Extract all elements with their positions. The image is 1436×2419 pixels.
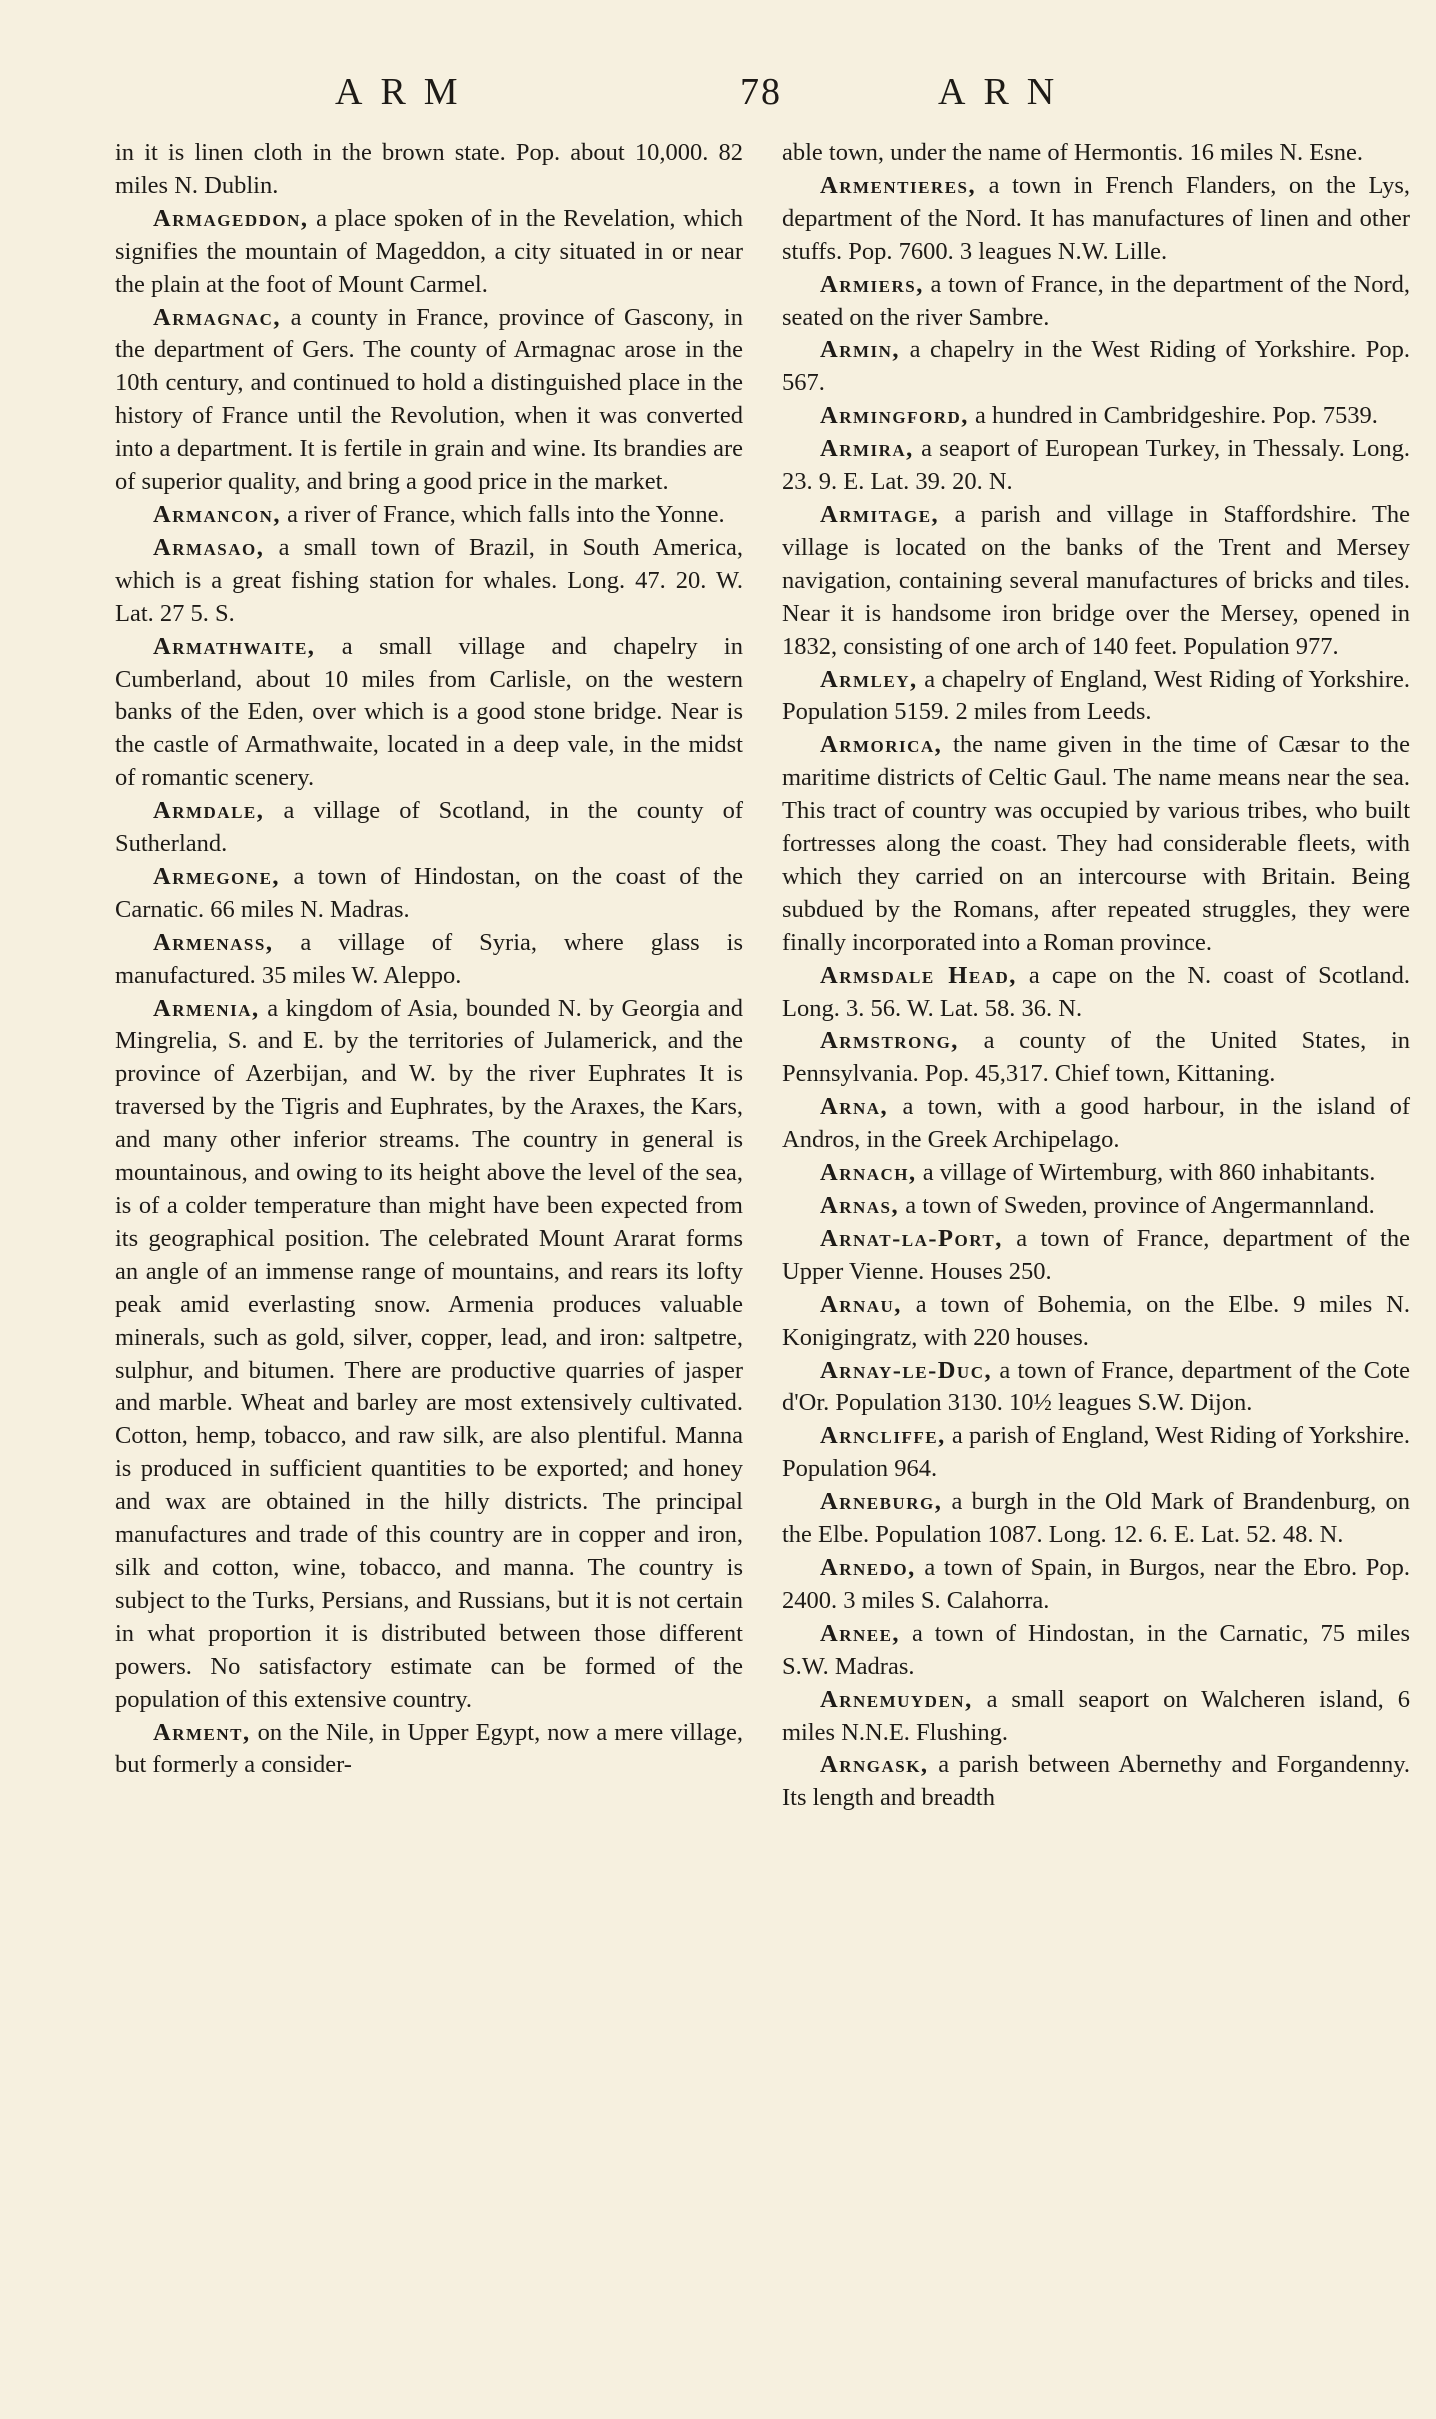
entry-headword: Arncliffe, (820, 1422, 946, 1450)
entry-headword: Armira, (820, 435, 914, 463)
entry-headword: Armin, (820, 336, 901, 364)
entry-headword: Arnedo, (820, 1553, 916, 1581)
dictionary-entry (782, 400, 1410, 433)
continuation-text: able town, under the name of Hermontis. 16 miles N. Esne. (782, 139, 1364, 166)
dictionary-entry (782, 499, 1410, 664)
entry-headword: Arment, (153, 1718, 251, 1746)
entry-headword: Armorica, (820, 731, 943, 759)
entry-headword: Armiers, (820, 270, 924, 298)
entry-text: a town of Hindostan, in the Carnatic, 75 miles S.W. Madras. (782, 1619, 1410, 1680)
entry-text: a hundred in Cambridgeshire. Pop. 7539. (968, 402, 1378, 430)
entry-text: a county in France, province of Gascony, in the department of Gers. The county of Armagnac arose in the 10th century, and continued to hold a distinguished place in the history of France until the Revolution, when it was converted into a department. It is fertile in grain and wine. Its brandies are of superior quality, and bring a good price in the market. (115, 303, 743, 496)
entry-text: a town of Sweden, province of Angermannland. (899, 1192, 1375, 1219)
entry-headword: Arneburg, (820, 1488, 943, 1516)
dictionary-entry (782, 170, 1410, 269)
entry-headword: Armasao, (153, 533, 265, 561)
entry-headword: Armley, (820, 665, 918, 693)
entry-text: on the Nile, in Upper Egypt, now a mere village, but formerly a consider- (115, 1718, 743, 1779)
entry-headword: Armstrong, (820, 1027, 959, 1055)
entry-headword: Armentieres, (820, 171, 977, 199)
dictionary-entry (782, 1486, 1410, 1552)
page-number: 78 (740, 71, 782, 113)
header-right-guide-word: ARN (938, 71, 1073, 113)
entry-headword: Armenass, (153, 928, 274, 956)
entry-text: a small town of Brazil, in South America, which is a great fishing station for whales. Long. 47. 20. W. Lat. 27 5. S. (115, 533, 743, 627)
entry-text: a parish and village in Staffordshire. The village is located on the banks of the Trent and Mersey navigation, containing several manufactures of bricks and tiles. Near it is handsome iron bridge over the Mersey, opened in 1832, consisting of one arch of 140 feet. Population 977. (782, 500, 1410, 660)
header-left-guide-word: ARM (335, 71, 476, 113)
entry-headword: Arnay-le-Duc, (820, 1356, 993, 1384)
entry-text: a village of Scotland, in the county of Sutherland. (115, 797, 743, 858)
entry-headword: Armegone, (153, 862, 281, 890)
dictionary-entry (115, 1717, 743, 1783)
dictionary-entry (782, 1552, 1410, 1618)
dictionary-entry (782, 1190, 1410, 1223)
entry-headword: Armitage, (820, 500, 940, 528)
entry-text: a county of the United States, in Pennsylvania. Pop. 45,317. Chief town, Kittaning. (782, 1027, 1410, 1088)
entry-text: a seaport of European Turkey, in Thessaly. Long. 23. 9. E. Lat. 39. 20. N. (782, 435, 1410, 496)
dictionary-entry (782, 729, 1410, 959)
entry-text: a town, with a good harbour, in the island of Andros, in the Greek Archipelago. (782, 1093, 1410, 1154)
entry-text: a kingdom of Asia, bounded N. by Georgia and Mingrelia, S. and E. by the territories of Julamerick, and the province of Azerbijan, and W. by the river Euphrates It is traversed by the Tigris and Euphrates, by the Araxes, the Kars, and many other inferior streams. The country in general is mountainous, and owing to its height above the level of the sea, is of a colder temperature than might have been expected from its geographical position. The celebrated Mount Ararat forms an angle of an immense range of mountains, and rears its lofty peak amid everlasting snow. Armenia produces valuable minerals, such as gold, silver, copper, lead, and iron: saltpetre, sulphur, and bitumen. There are productive quarries of jasper and marble. Wheat and barley are most extensively cultivated. Cotton, hemp, tobacco, and raw silk, are also plentiful. Manna is produced in sufficient quantities to be exported; and honey and wax are obtained in the hilly districts. The principal manufactures and trade of this country are in copper and iron, silk and cotton, wine, tobacco, and manna. The country is subject to the Turks, Persians, and Russians, but it is not certain in what proportion it is distributed between those different powers. No satisfactory estimate can be formed of the population of this extensive country. (115, 994, 743, 1713)
dictionary-entry (115, 795, 743, 861)
entry-text: a burgh in the Old Mark of Brandenburg, on the Elbe. Population 1087. Long. 12. 6. E. Lat. 52. 48. N. (782, 1488, 1410, 1549)
entry-text: a town of France, department of the Upper Vienne. Houses 250. (782, 1224, 1410, 1285)
entry-headword: Armingford, (820, 402, 969, 430)
entry-headword: Arngask, (820, 1751, 929, 1779)
entry-text: a small seaport on Walcheren island, 6 miles N.N.E. Flushing. (782, 1685, 1410, 1746)
entry-text: a river of France, which falls into the Yonne. (280, 500, 725, 528)
entry-text: a village of Wirtemburg, with 860 inhabitants. (916, 1159, 1376, 1187)
dictionary-entry (782, 1289, 1410, 1355)
entry-text: a chapelry of England, West Riding of Yorkshire. Population 5159. 2 miles from Leeds. (782, 665, 1410, 726)
entry-text: a town of Spain, in Burgos, near the Ebro. Pop. 2400. 3 miles S. Calahorra. (782, 1553, 1410, 1614)
dictionary-entry (115, 993, 743, 1717)
entry-headword: Arna, (820, 1093, 889, 1121)
entry-headword: Armathwaite, (153, 632, 316, 660)
dictionary-entry (115, 631, 743, 796)
entry-text: a town of France, in the department of the Nord, seated on the river Sambre. (782, 270, 1410, 331)
entry-headword: Armageddon, (153, 204, 309, 232)
dictionary-entry (782, 1684, 1410, 1750)
entry-text: a village of Syria, where glass is manufactured. 35 miles W. Aleppo. (115, 928, 743, 989)
dictionary-entry (782, 1420, 1410, 1486)
dictionary-entry (115, 861, 743, 927)
dictionary-entry (782, 1749, 1410, 1815)
dictionary-entry (115, 927, 743, 993)
entry-headword: Arnemuyden, (820, 1685, 973, 1713)
entry-headword: Armenia, (153, 994, 260, 1022)
dictionary-entry (782, 433, 1410, 499)
dictionary-entry (782, 1355, 1410, 1421)
entry-text: a town of Bohemia, on the Elbe. 9 miles N. Konigingratz, with 220 houses. (782, 1290, 1410, 1351)
dictionary-entry (782, 664, 1410, 730)
entry-headword: Armsdale Head, (820, 961, 1017, 989)
entry-text: a small village and chapelry in Cumberland, about 10 miles from Carlisle, on the western banks of the Eden, over which is a good stone bridge. Near is the castle of Armathwaite, located in a deep vale, in the midst of romantic scenery. (115, 632, 743, 792)
entry-text: a town of Hindostan, on the coast of the Carnatic. 66 miles N. Madras. (115, 862, 743, 923)
right-column (782, 137, 1410, 1815)
left-column (115, 137, 743, 1782)
entry-text: a cape on the N. coast of Scotland. Long. 3. 56. W. Lat. 58. 36. N. (782, 961, 1410, 1022)
entry-headword: Armancon, (153, 500, 281, 528)
dictionary-entry (782, 960, 1410, 1026)
continuation-text: in it is linen cloth in the brown state. Pop. about 10,000. 82 miles N. Dublin. (115, 139, 743, 199)
dictionary-entry (115, 499, 743, 532)
entry-text: a chapelry in the West Riding of Yorkshire. Pop. 567. (782, 336, 1410, 397)
dictionary-entry (782, 1091, 1410, 1157)
entry-headword: Arnach, (820, 1159, 917, 1187)
entry-text: the name given in the time of Cæsar to the maritime districts of Celtic Gaul. The name means near the sea. This tract of country was occupied by various tribes, who built fortresses along the coast. They had considerable fleets, with which they carried on an intercourse with Britain. Being subdued by the Romans, after repeated struggles, they were finally incorporated into a Roman province. (782, 731, 1410, 956)
dictionary-entry (782, 1157, 1410, 1190)
entry-headword: Arnau, (820, 1290, 902, 1318)
dictionary-entry (782, 1223, 1410, 1289)
entry-text: a town of France, department of the Cote d'Or. Population 3130. 10½ leagues S.W. Dijon. (782, 1356, 1410, 1417)
entry-headword: Arnat-la-Port, (820, 1224, 1003, 1252)
entry-headword: Armagnac, (153, 303, 281, 331)
dictionary-entry (782, 334, 1410, 400)
entry-headword: Armdale, (153, 797, 265, 825)
dictionary-entry (782, 1618, 1410, 1684)
dictionary-entry (115, 203, 743, 302)
entry-headword: Arnas, (820, 1192, 900, 1219)
dictionary-entry (782, 269, 1410, 335)
entry-text: a parish of England, West Riding of Yorkshire. Population 964. (782, 1422, 1410, 1483)
dictionary-entry (782, 1025, 1410, 1091)
entry-text: a parish between Abernethy and Forgandenny. Its length and breadth (782, 1751, 1410, 1812)
entry-text: a place spoken of in the Revelation, which signifies the mountain of Mageddon, a city situated in or near the plain at the foot of Mount Carmel. (115, 204, 743, 298)
entry-headword: Arnee, (820, 1619, 901, 1647)
entry-text: a town in French Flanders, on the Lys, department of the Nord. It has manufactures of linen and other stuffs. Pop. 7600. 3 leagues N.W. Lille. (782, 171, 1410, 265)
dictionary-entry (115, 532, 743, 631)
dictionary-entry (115, 302, 743, 499)
running-header (0, 70, 1436, 130)
